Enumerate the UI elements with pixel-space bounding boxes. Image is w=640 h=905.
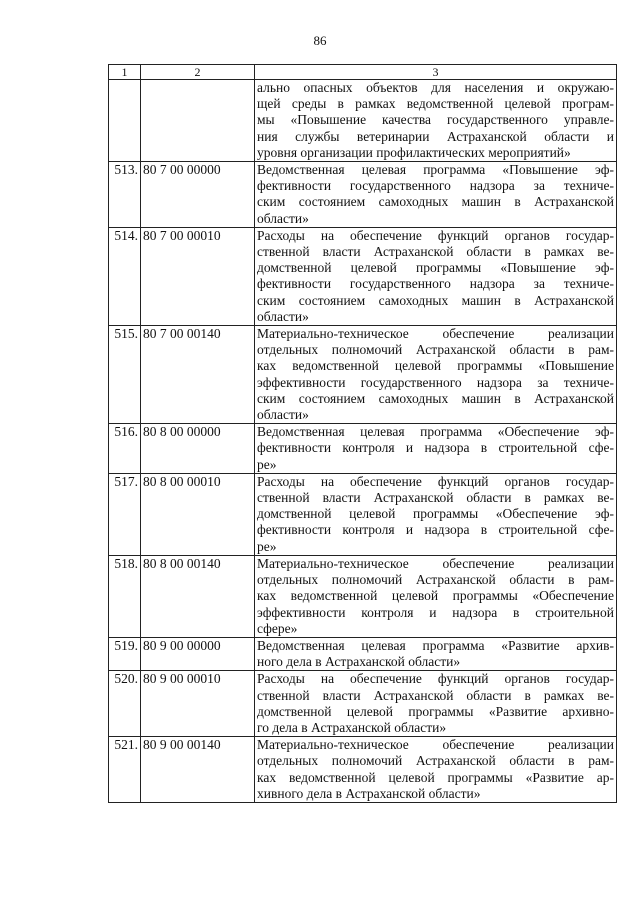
- row-code: 80 9 00 00140: [141, 737, 255, 803]
- desc-line: Ведомственная целевая программа «Обеспечение эф-: [257, 424, 614, 440]
- desc-line: Ведомственная целевая программа «Повышение эф-: [257, 162, 614, 178]
- desc-line: ках ведомственной целевой программы «Повышение: [257, 358, 614, 374]
- desc-line: отдельных полномочий Астраханской области в рам-: [257, 572, 614, 588]
- row-code: 80 9 00 00010: [141, 671, 255, 737]
- desc-line: Расходы на обеспечение функций органов государ-: [257, 671, 614, 687]
- table-row: [109, 737, 617, 803]
- desc-line: Ведомственная целевая программа «Развитие архив-: [257, 637, 614, 653]
- table-row: [109, 227, 617, 325]
- table-row: [109, 555, 617, 637]
- row-number: 513.: [109, 162, 141, 228]
- row-code: 80 7 00 00140: [141, 326, 255, 424]
- row-code: 80 8 00 00140: [141, 555, 255, 637]
- desc-line: фективности контроля и надзора в строительной сфе-: [257, 440, 614, 456]
- row-number: 516.: [109, 424, 141, 474]
- desc-line: Материально-техническое обеспечение реализации: [257, 555, 614, 571]
- row-number: 515.: [109, 326, 141, 424]
- desc-line: ного дела в Астраханской области»: [257, 654, 461, 670]
- desc-line: области»: [257, 308, 309, 324]
- row-description: [255, 162, 617, 228]
- desc-line: ственной власти Астраханской области в рамках ве-: [257, 490, 614, 506]
- desc-line: ственной власти Астраханской области в рамках ве-: [257, 687, 614, 703]
- budget-codes-table: [108, 64, 617, 803]
- continuation-code-cell: [141, 80, 255, 162]
- table-row: [109, 424, 617, 474]
- table-row: [109, 473, 617, 555]
- desc-line: уровня организации профилактических мероприятий»: [257, 144, 571, 160]
- column-header-2: 2: [141, 65, 255, 80]
- desc-line: фективности контроля и надзора в строительной сфе-: [257, 522, 614, 538]
- desc-line: фективности государственного надзора за техниче-: [257, 178, 614, 194]
- desc-line: Расходы на обеспечение функций органов государ-: [257, 227, 614, 243]
- desc-line: фективности государственного надзора за техниче-: [257, 276, 614, 292]
- page-number: 86: [313, 33, 327, 48]
- desc-line: области»: [257, 407, 309, 423]
- row-description: [255, 326, 617, 424]
- desc-line: ским состоянием самоходных машин в Астраханской: [257, 292, 614, 308]
- row-description: [255, 424, 617, 474]
- row-code: 80 8 00 00010: [141, 473, 255, 555]
- row-number: 514.: [109, 227, 141, 325]
- desc-line: эффективности государственного надзора за техниче-: [257, 374, 614, 390]
- row-number: 521.: [109, 737, 141, 803]
- table-body: [109, 65, 617, 803]
- row-number: 519.: [109, 637, 141, 670]
- row-description: [255, 637, 617, 670]
- table-row: [109, 162, 617, 228]
- desc-line: Материально-техническое обеспечение реализации: [257, 326, 614, 342]
- row-description: [255, 555, 617, 637]
- desc-line: сфере»: [257, 620, 298, 636]
- row-code: 80 8 00 00000: [141, 424, 255, 474]
- continuation-desc-cell: [255, 80, 617, 162]
- row-code: 80 9 00 00000: [141, 637, 255, 670]
- row-description: [255, 671, 617, 737]
- desc-line: домственной целевой программы «Развитие архивно-: [257, 703, 614, 719]
- desc-line: домственной целевой программы «Повышение эф-: [257, 260, 614, 276]
- desc-line: ским состоянием самоходных машин в Астраханской: [257, 194, 614, 210]
- desc-line: области»: [257, 210, 309, 226]
- continuation-num-cell: [109, 80, 141, 162]
- desc-line: хивного дела в Астраханской области»: [257, 785, 481, 801]
- desc-line: ках ведомственной целевой программы «Обеспечение: [257, 588, 614, 604]
- desc-line: го дела в Астраханской области»: [257, 719, 447, 735]
- column-header-3: 3: [255, 65, 617, 80]
- table-row: [109, 671, 617, 737]
- desc-line: ально опасных объектов для населения и окружаю-: [257, 80, 614, 95]
- row-code: 80 7 00 00000: [141, 162, 255, 228]
- column-header-1: 1: [109, 65, 141, 80]
- row-number: 518.: [109, 555, 141, 637]
- desc-line: ским состоянием самоходных машин в Астраханской: [257, 390, 614, 406]
- row-number: 517.: [109, 473, 141, 555]
- header-row: [109, 65, 617, 80]
- desc-line: Материально-техническое обеспечение реализации: [257, 737, 614, 753]
- desc-line: Расходы на обеспечение функций органов государ-: [257, 473, 614, 489]
- row-description: [255, 227, 617, 325]
- desc-line: отдельных полномочий Астраханской области в рам-: [257, 753, 614, 769]
- table-row: [109, 326, 617, 424]
- desc-line: мы «Повышение качества государственного управле-: [257, 112, 614, 128]
- row-description: [255, 737, 617, 803]
- desc-line: ственной власти Астраханской области в рамках ве-: [257, 244, 614, 260]
- desc-line: эффективности контроля и надзора в строительной: [257, 604, 614, 620]
- desc-line: ках ведомственной целевой программы «Развитие ар-: [257, 769, 614, 785]
- continuation-row: [109, 80, 617, 162]
- table-row: [109, 637, 617, 670]
- desc-line: щей среды в рамках ведомственной целевой програм-: [257, 96, 614, 112]
- desc-line: ре»: [257, 456, 277, 472]
- desc-line: ния службы ветеринарии Астраханской области и: [257, 128, 614, 144]
- row-description: [255, 473, 617, 555]
- row-number: 520.: [109, 671, 141, 737]
- row-code: 80 7 00 00010: [141, 227, 255, 325]
- desc-line: отдельных полномочий Астраханской области в рам-: [257, 342, 614, 358]
- desc-line: ре»: [257, 538, 277, 554]
- desc-line: домственной целевой программы «Обеспечение эф-: [257, 506, 614, 522]
